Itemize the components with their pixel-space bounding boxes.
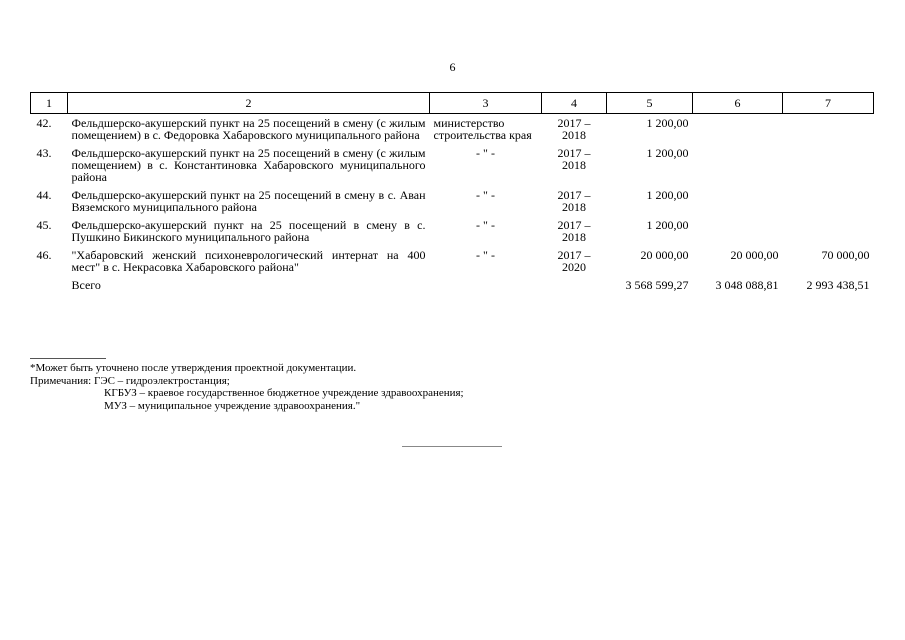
value-col7 [783,144,874,186]
table-row [31,144,874,186]
responsible-org: - " - [476,188,495,202]
table-row [31,216,874,246]
object-name: Фельдшерско-акушерский пункт на 25 посещений в смену (с жилым помещением) в с. Константиновка Хабаровского муниципального района [71,146,426,184]
header-cell-4: 4 [542,93,607,114]
header-cell-5: 5 [607,93,693,114]
row-number: 43. [36,146,52,160]
table-row [31,114,874,145]
period: 2017 – 2020 [557,248,591,274]
responsible-org: - " - [476,218,495,232]
value-col5: 1 200,00 [646,218,689,232]
footnote: *Может быть уточнено после утверждения проектной документации. [30,362,357,374]
footnote-divider [30,358,106,359]
header-row [31,93,874,114]
responsible-org: - " - [476,146,495,160]
value-col7 [783,114,874,145]
object-name: Фельдшерско-акушерский пункт на 25 посещений в смену в с. Пушкино Бикинского муниципального района [71,218,426,244]
table-row [31,246,874,276]
header-cell-3: 3 [430,93,542,114]
table-row [31,186,874,216]
notes-block [30,362,464,412]
total-col7: 2 993 438,51 [806,278,870,292]
row-number: 44. [36,188,52,202]
object-name: "Хабаровский женский психоневрологический интернат на 400 мест" в с. Некрасовка Хабаровского района" [71,248,426,274]
period: 2017 – 2018 [557,188,591,214]
notes-line-3: МУЗ – муниципальное учреждение здравоохранения." [104,399,361,412]
row-number: 45. [36,218,52,232]
projects-table [30,92,874,294]
row-number: 42. [36,116,52,130]
total-label: Всего [71,278,101,292]
value-col5: 20 000,00 [640,248,689,262]
period: 2017 – 2018 [557,146,591,172]
responsible-org: министерство строительства края [433,116,532,142]
value-col6 [693,114,783,145]
value-col6 [693,216,783,246]
page-number: 6 [449,60,456,74]
header-cell-7: 7 [783,93,874,114]
notes-line-2: КГБУЗ – краевое государственное бюджетное учреждение здравоохранения; [104,387,464,399]
value-col5: 1 200,00 [646,188,689,202]
header-cell-2: 2 [68,93,430,114]
total-col6: 3 048 088,81 [715,278,779,292]
period: 2017 – 2018 [557,218,591,244]
total-col5: 3 568 599,27 [625,278,689,292]
total-row [31,276,874,294]
notes-line-1: Примечания: ГЭС – гидроэлектростанция; [30,374,230,387]
period: 2017 – 2018 [557,116,591,142]
value-col5: 1 200,00 [646,146,689,160]
value-col7 [783,186,874,216]
header-cell-1: 1 [31,93,68,114]
value-col6 [693,186,783,216]
object-name: Фельдшерско-акушерский пункт на 25 посещений в смену (с жилым помещением) в с. Федоровка Хабаровского муниципального района [71,116,426,142]
object-name: Фельдшерско-акушерский пункт на 25 посещений в смену в с. Аван Вяземского муниципального района [71,188,426,214]
row-number: 46. [36,248,52,262]
responsible-org: - " - [476,248,495,262]
value-col6: 20 000,00 [730,248,779,262]
value-col7 [783,216,874,246]
value-col5: 1 200,00 [646,116,689,130]
value-col7: 70 000,00 [821,248,870,262]
end-divider [402,446,502,447]
value-col6 [693,144,783,186]
header-cell-6: 6 [693,93,783,114]
